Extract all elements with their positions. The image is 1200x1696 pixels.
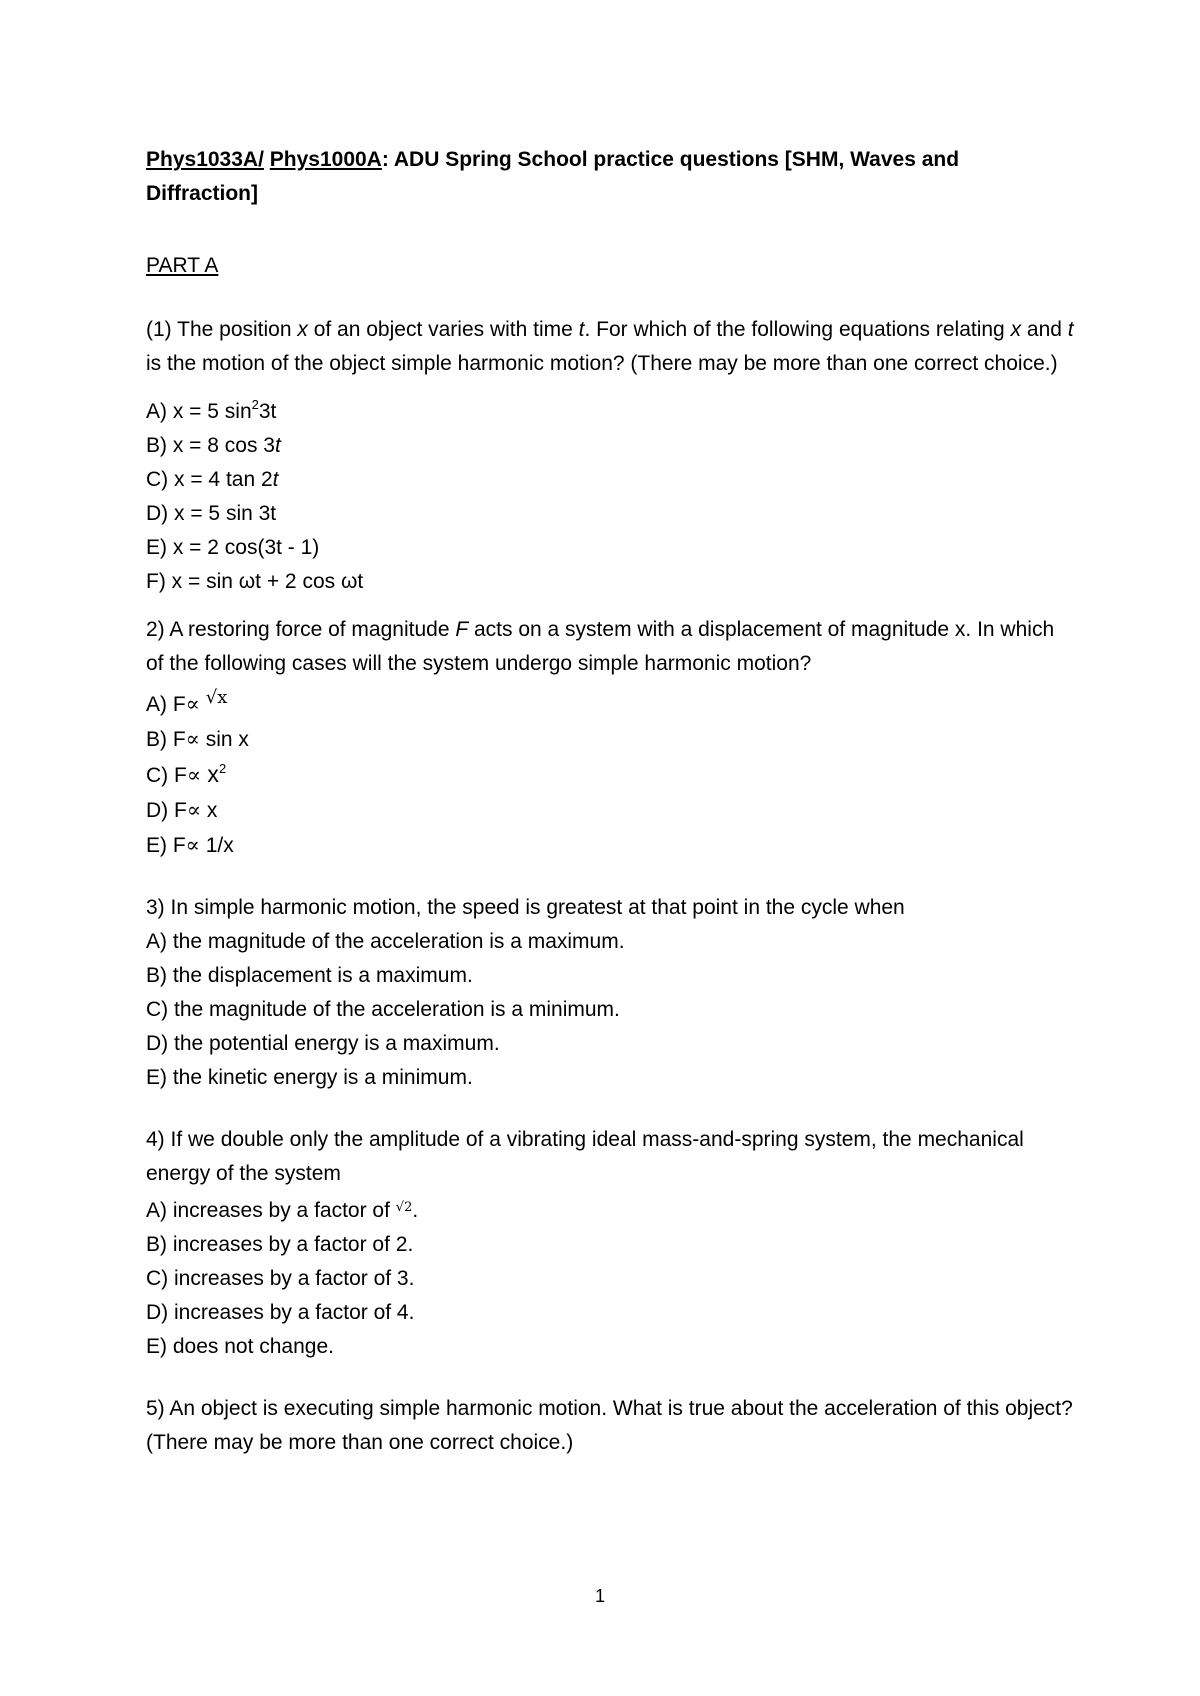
proportional-symbol: ∝ <box>185 727 200 751</box>
q4-option-c: C) increases by a factor of 3. <box>146 1267 415 1290</box>
document-title <box>146 143 1076 211</box>
square-root-x: √x <box>205 687 228 708</box>
page-number: 1 <box>594 1586 605 1606</box>
proportional-symbol: ∝ <box>186 798 202 822</box>
q1-option-d: D) x = 5 sin 3t <box>146 502 277 525</box>
q1-option-b: B) x = 8 cos 3t <box>146 434 281 457</box>
proportional-symbol: ∝ <box>185 833 200 857</box>
q4-option-a: A) increases by a factor of $^{√2}$. <box>146 1199 419 1222</box>
question-4-text: 4) If we double only the amplitude of a vibrating ideal mass-and-spring system, the mechanical energy of the system <box>146 1128 1024 1185</box>
q3-option-a: A) the magnitude of the acceleration is a maximum. <box>146 930 625 953</box>
course-code-a: Phys1033A/ <box>146 148 264 171</box>
q3-option-d: D) the potential energy is a maximum. <box>146 1032 500 1055</box>
q1-option-e: E) x = 2 cos(3t - 1) <box>146 536 320 559</box>
q4-option-e: E) does not change. <box>146 1335 334 1358</box>
question-1-options <box>146 395 1076 599</box>
part-a-heading: PART A <box>146 254 219 277</box>
q1-option-f: F) x = sin ωt + 2 cos ωt <box>146 570 364 593</box>
course-code-b: Phys1000A <box>269 148 382 171</box>
q1-option-a: A) x = 5 $\sin^23t$ <box>146 397 277 423</box>
proportional-symbol: ∝ <box>186 763 202 787</box>
q3-option-e: E) the kinetic energy is a minimum. <box>146 1066 473 1089</box>
title-text: : ADU Spring School practice questions [SHM, Waves and Diffraction] <box>146 148 960 205</box>
question-5-text: 5) An object is executing simple harmonic motion. What is true about the acceleration of this object? (There may be more than one correct choice.) <box>146 1397 1073 1454</box>
q2-option-c: C) $F\propto x^2$ <box>146 761 227 787</box>
q4-option-b: B) increases by a factor of 2. <box>146 1233 414 1256</box>
q2-option-e: E) F∝ 1/x <box>146 833 234 857</box>
square-root-2: √2 <box>395 1200 413 1215</box>
q4-option-d: D) increases by a factor of 4. <box>146 1301 415 1324</box>
q1-option-c: C) x = 4 tan 2t <box>146 468 279 491</box>
proportional-symbol: ∝ <box>185 692 200 716</box>
question-1 <box>146 313 1076 599</box>
q2-option-b: B) F∝ sin x <box>146 727 249 751</box>
question-3 <box>146 891 1076 1095</box>
q2-option-d: D) F∝ x <box>146 798 218 822</box>
q3-option-b: B) the displacement is a maximum. <box>146 964 473 987</box>
question-4 <box>146 1123 1076 1364</box>
q3-option-c: C) the magnitude of the acceleration is a minimum. <box>146 998 620 1021</box>
question-3-text: 3) In simple harmonic motion, the speed is greatest at that point in the cycle when <box>146 896 905 919</box>
question-2-options <box>146 681 1076 863</box>
question-2 <box>146 613 1076 863</box>
question-1-text: (1) The position x of an object varies with time t. For which of the following equations relating x and t is the motion of the object simple harmonic motion? (There may be more than one correct choice.) <box>146 318 1074 375</box>
q2-option-a: A) F∝ √x <box>146 687 228 716</box>
question-5 <box>146 1392 1076 1460</box>
question-2-text: 2) A restoring force of magnitude F acts on a system with a displacement of magnitude x. In which of the following cases will the system undergo simple harmonic motion? <box>146 618 1055 675</box>
document-body <box>146 143 1076 1460</box>
